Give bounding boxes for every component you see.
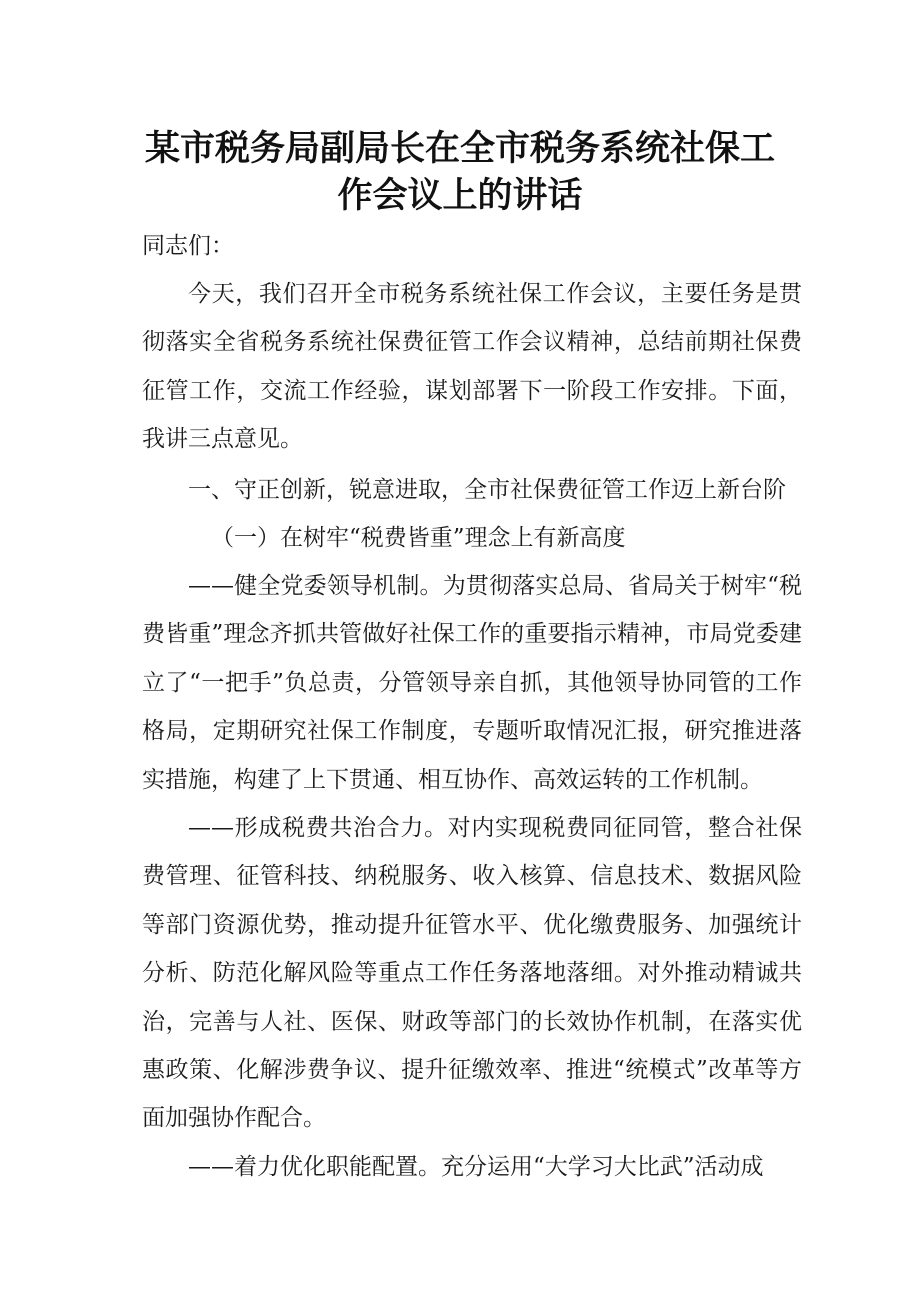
paragraph-function-optimization: ——着力优化职能配置。充分运用“大学习大比武”活动成 — [188, 1154, 764, 1180]
subsection-heading-1: （一）在树牢“税费皆重”理念上有新高度 — [211, 525, 626, 551]
document-title-line-2: 作会议上的讲话 — [337, 176, 583, 216]
opening-paragraph: 今天，我们召开全市税务系统社保工作会议，主要任务是贯彻落实全省税务系统社保费征管工作会议精神，总结前期社保费征管工作，交流工作经验，谋划部署下一阶段工作安排。下面，我讲三点意见。 — [142, 281, 802, 453]
document-title-line-1: 某市税务局副局长在全市税务系统社保工 — [144, 129, 775, 169]
paragraph-cogovernance: ——形成税费共治合力。对内实现税费同征同管，整合社保费管理、征管科技、纳税服务、收入核算、信息技术、数据风险等部门资源优势，推动提升征管水平、优化缴费服务、加强统计分析、防范化解风险等重点工作任务落地落细。对外推动精诚共治，完善与人社、医保、财政等部门的长效协作机制，在落实优惠政策、化解涉费争议、提升征缴效率、推进“统模式”改革等方面加强协作配合。 — [142, 815, 802, 1132]
section-heading-1: 一、守正创新，锐意进取，全市社保费征管工作迈上新台阶 — [188, 477, 786, 503]
salutation: 同志们： — [142, 233, 234, 259]
paragraph-party-leadership: ——健全党委领导机制。为贯彻落实总局、省局关于树牢“税费皆重”理念齐抓共管做好社保工作的重要指示精神，市局党委建立了“一把手”负总责，分管领导亲自抓，其他领导协同管的工作格局，定期研究社保工作制度，专题听取情况汇报，研究推进落实措施，构建了上下贯通、相互协作、高效运转的工作机制。 — [142, 573, 802, 793]
